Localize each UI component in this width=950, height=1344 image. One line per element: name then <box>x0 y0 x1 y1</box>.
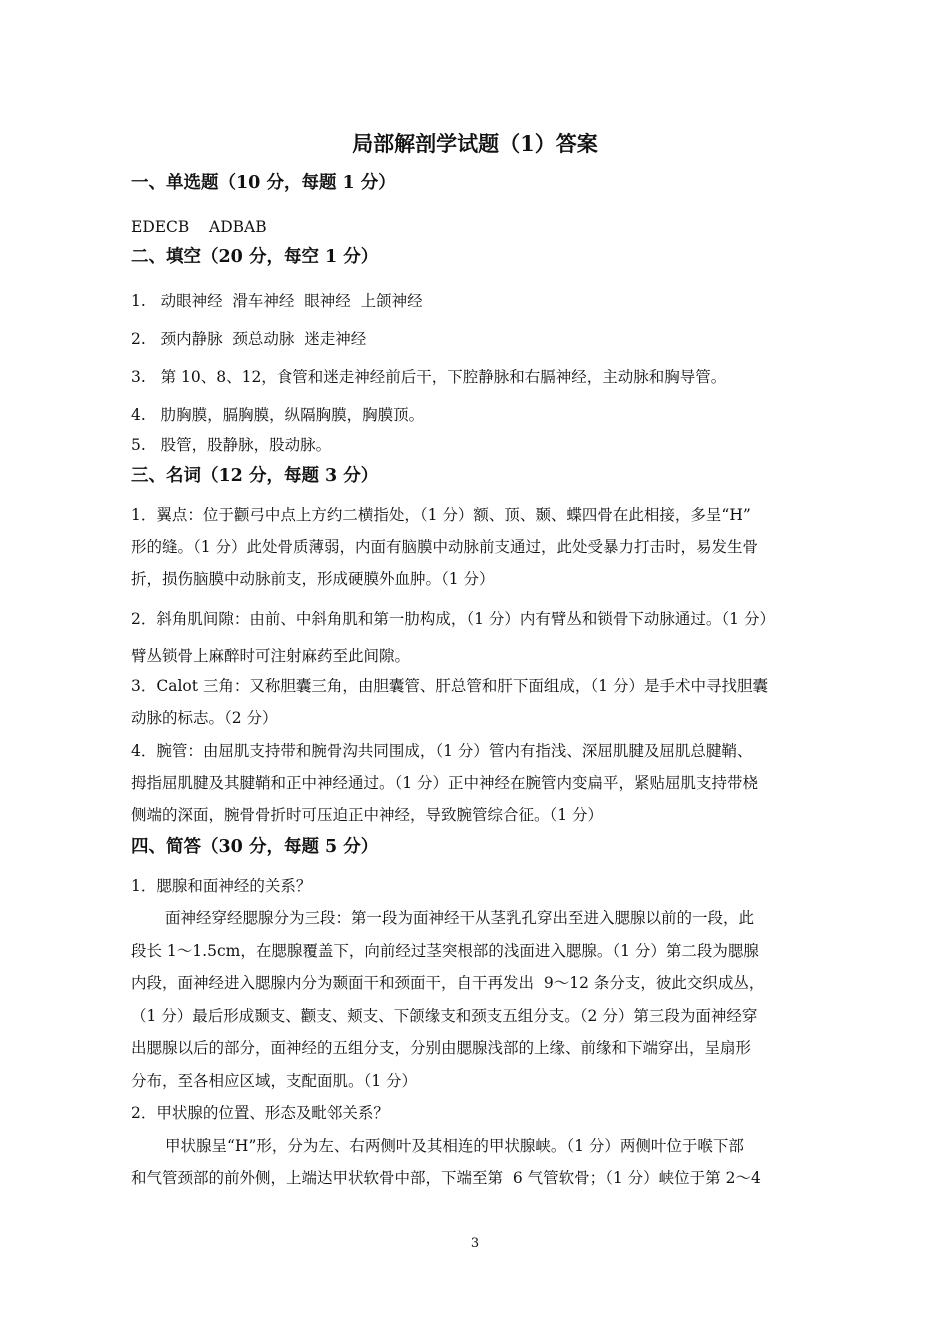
fill-item: 3. 第 10、8、12，食管和迷走神经前后干，下腔静脉和右膈神经，主动脉和胸导管。 <box>131 368 727 386</box>
term-line: 4．腕管：由屈肌支持带和腕骨沟共同围成，（1 分）管内有指浅、深屈肌腱及屈肌总腱鞘、 <box>131 742 753 760</box>
term-line: 臂丛锁骨上麻醉时可注射麻药至此间隙。 <box>131 647 411 665</box>
term-line: 侧端的深面，腕骨骨折时可压迫正中神经，导致腕管综合征。（1 分） <box>131 806 604 824</box>
answer-line: 段长 1～1.5cm，在腮腺覆盖下，向前经过茎突根部的浅面进入腮腺。（1 分）第二段为腮腺 <box>131 942 759 960</box>
fill-item: 4. 肋胸膜，膈胸膜，纵隔胸膜，胸膜顶。 <box>131 406 425 424</box>
section-3-heading: 三、名词（12 分，每题 3 分） <box>131 466 379 486</box>
fill-item: 5. 股管，股静脉，股动脉。 <box>131 436 332 454</box>
page-number: 3 <box>470 1236 480 1251</box>
answer-line: 和气管颈部的前外侧，上端达甲状软骨中部，下端至第 6 气管软骨；（1 分）峡位于第 2～4 <box>131 1169 761 1187</box>
term-line: 1．翼点：位于颧弓中点上方约二横指处，（1 分）额、顶、颞、蝶四骨在此相接，多呈“H” <box>131 506 751 524</box>
term-line: 2．斜角肌间隙：由前、中斜角肌和第一肋构成，（1 分）内有臂丛和锁骨下动脉通过。（1 分） <box>131 610 775 628</box>
fill-item: 2. 颈内静脉 颈总动脉 迷走神经 <box>131 330 367 348</box>
question-1: 1．腮腺和面神经的关系？ <box>131 877 312 895</box>
answer-line: 面神经穿经腮腺分为三段：第一段为面神经干从茎乳孔穿出至进入腮腺以前的一段，此 <box>165 909 755 927</box>
term-line: 折，损伤脑膜中动脉前支，形成硬膜外血肿。（1 分） <box>131 570 495 588</box>
document-title: 局部解剖学试题（1）答案 <box>352 131 598 156</box>
answer-line: （1 分）最后形成颞支、颧支、颊支、下颌缘支和颈支五组分支。（2 分）第三段为面神经穿 <box>131 1007 758 1025</box>
section-4-heading: 四、简答（30 分，每题 5 分） <box>131 837 379 857</box>
section-2-heading: 二、填空（20 分，每空 1 分） <box>131 247 379 267</box>
section-1-answers: EDECB ADBAB <box>131 218 267 236</box>
term-line: 3．Calot 三角：又称胆囊三角，由胆囊管、肝总管和肝下面组成，（1 分）是手术中寻找胆囊 <box>131 677 768 695</box>
answer-line: 甲状腺呈“H”形，分为左、右两侧叶及其相连的甲状腺峡。（1 分）两侧叶位于喉下部 <box>165 1137 744 1155</box>
fill-item: 1. 动眼神经 滑车神经 眼神经 上颌神经 <box>131 292 423 310</box>
term-line: 动脉的标志。（2 分） <box>131 709 278 727</box>
answer-line: 出腮腺以后的部分，面神经的五组分支，分别由腮腺浅部的上缘、前缘和下端穿出，呈扇形 <box>131 1039 752 1057</box>
answer-line: 分布，至各相应区域，支配面肌。（1 分） <box>131 1072 418 1090</box>
section-1-heading: 一、单选题（10 分，每题 1 分） <box>131 173 396 193</box>
term-line: 拇指屈肌腱及其腱鞘和正中神经通过。（1 分）正中神经在腕管内变扁平，紧贴屈肌支持带桡 <box>131 774 759 792</box>
term-line: 形的缝。（1 分）此处骨质薄弱，内面有脑膜中动脉前支通过，此处受暴力打击时，易发生骨 <box>131 538 759 556</box>
question-2: 2．甲状腺的位置、形态及毗邻关系？ <box>131 1104 389 1122</box>
answer-line: 内段，面神经进入腮腺内分为颞面干和颈面干，自干再发出 9～12 条分支，彼此交织成丛， <box>131 974 765 992</box>
